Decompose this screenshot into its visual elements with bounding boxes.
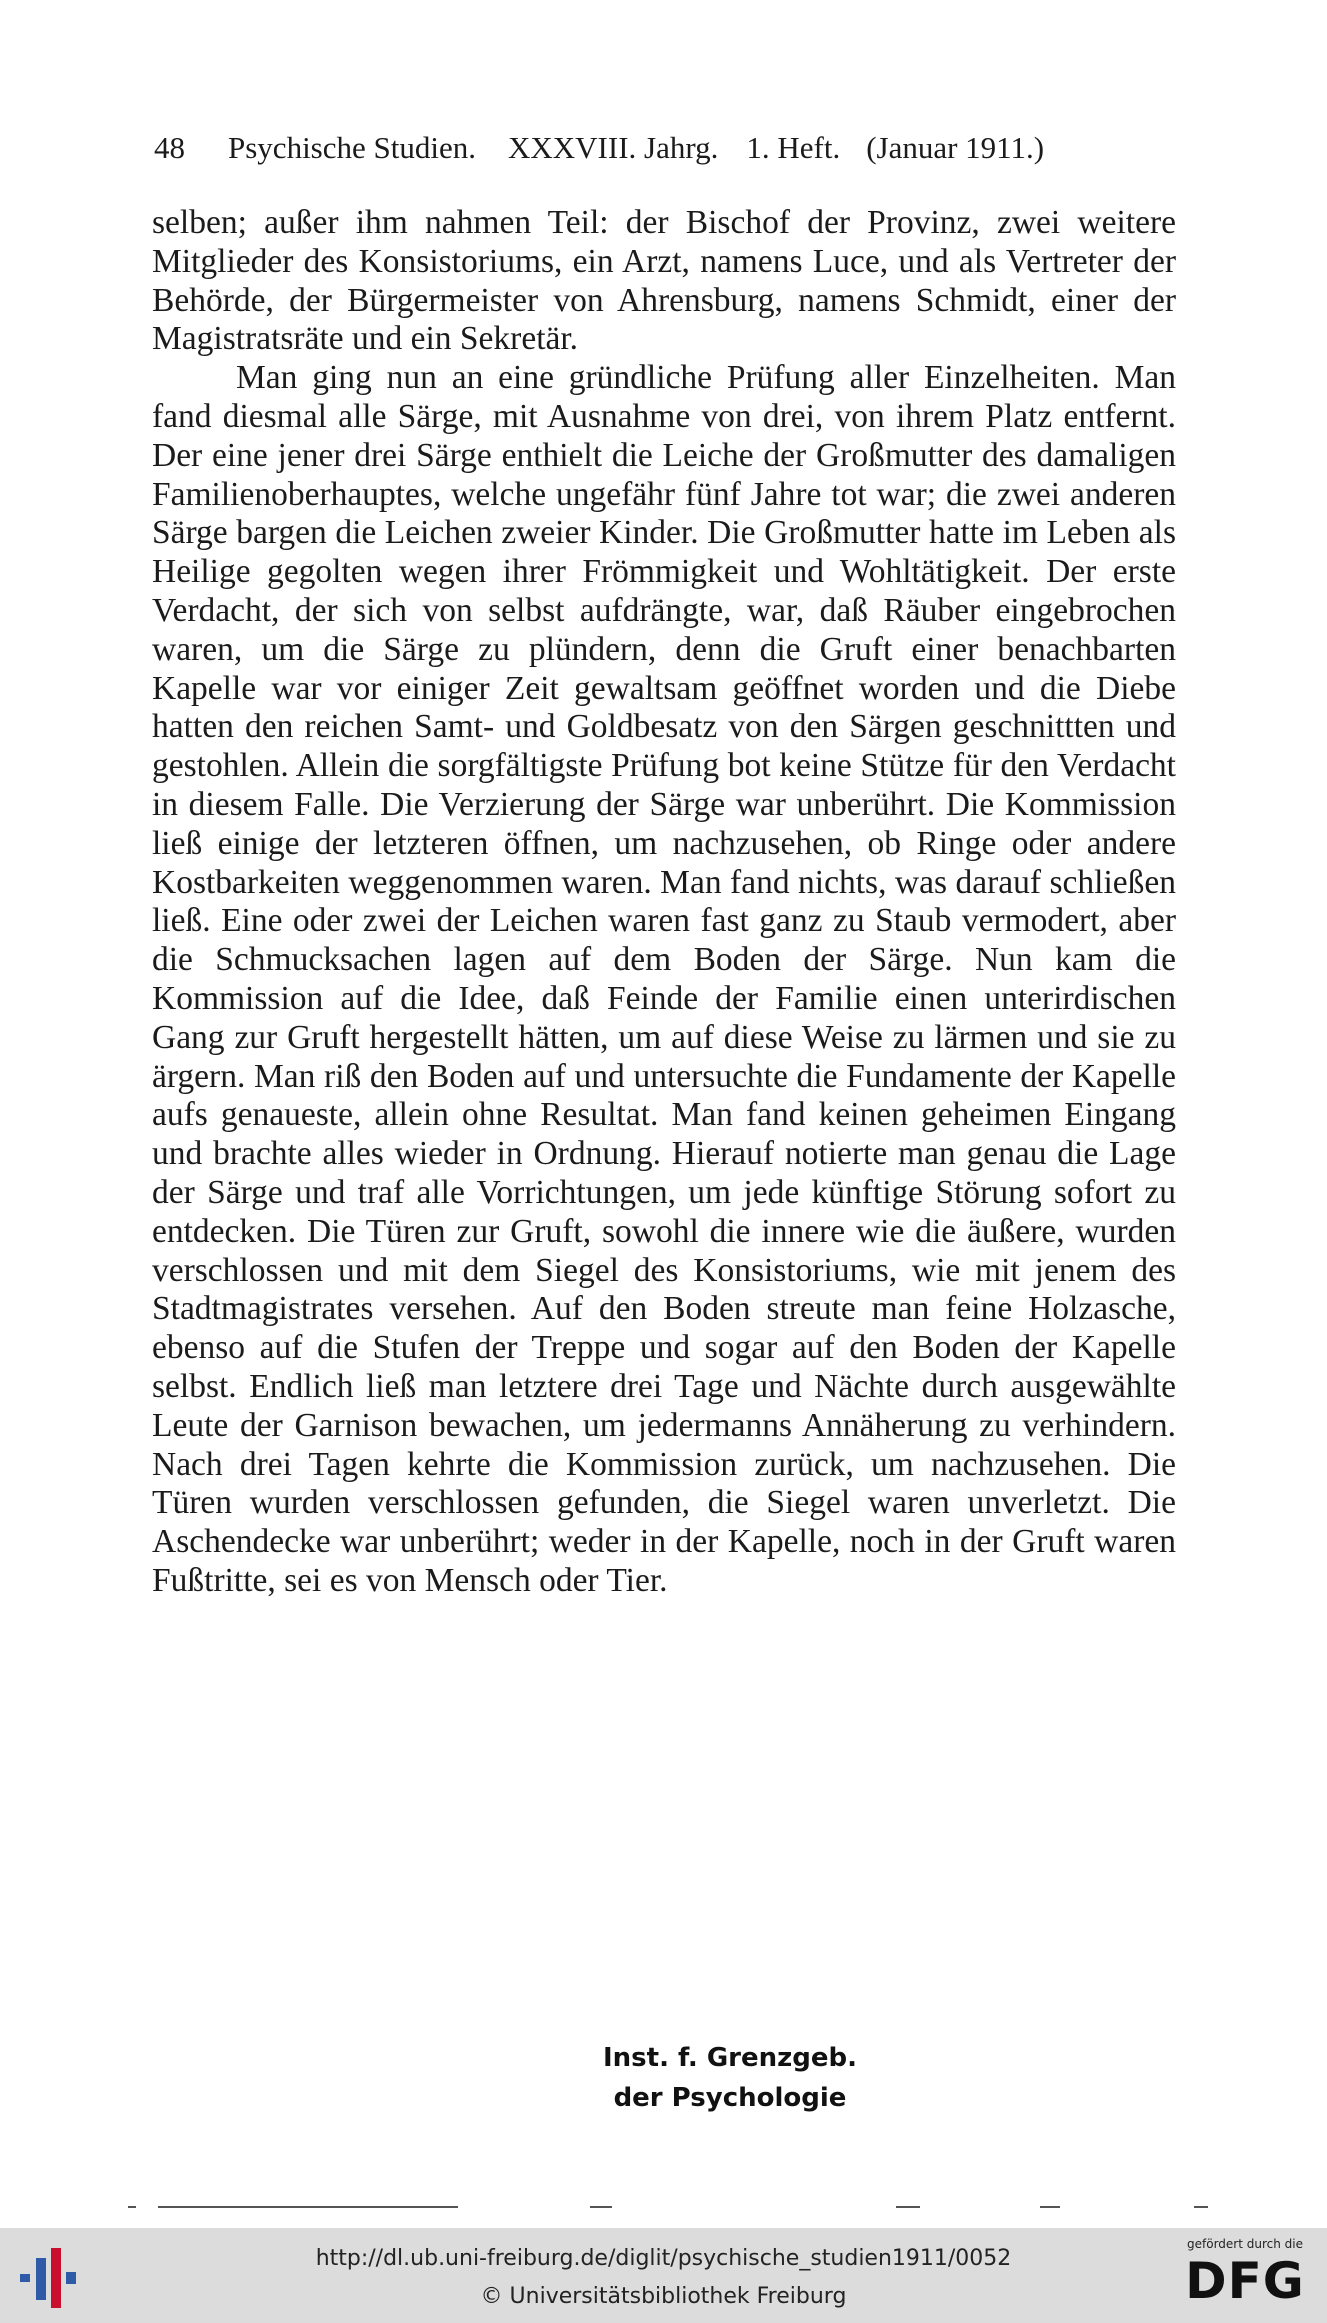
dfg-logo-icon: DFG: [1185, 2252, 1305, 2310]
volume: XXXVIII. Jahrg.: [508, 130, 719, 165]
dfg-logo: [1175, 2236, 1315, 2318]
sponsor-caption: gefördert durch die: [1187, 2237, 1303, 2251]
issue: 1. Heft.: [746, 130, 841, 165]
paragraph: Man ging nun an eine gründliche Prüfung aller Einzelheiten. Man fand diesmal alle Särge, mit Ausnahme von drei, von ihrem Platz entfernt. Der eine jener drei Särge enthielt die Leiche der Großmutter des damaligen Familienoberhauptes, welche ungefähr fünf Jahre tot war; die zwei anderen Särge bargen die Leichen zweier Kinder. Die Großmutter hatte im Leben als Heilige gegolten wegen ihrer Frömmigkeit und Wohltätigkeit. Der erste Verdacht, der sich von selbst aufdrängte, war, daß Räuber eingebrochen waren, um die Särge zu plündern, denn die Gruft einer benachbarten Kapelle war vor einiger Zeit gewaltsam geöffnet worden und die Diebe hatten den reichen Samt- und Goldbesatz von den Särgen geschnittten und gestohlen. Allein die sorgfältigste Prüfung bot keine Stütze für den Verdacht in diesem Falle. Die Verzierung der Särge war unberührt. Die Kommission ließ einige der letzteren öffnen, um nachzusehen, ob Ringe oder andere Kostbarkeiten weggenommen waren. Man fand nichts, was darauf schließen ließ. Eine oder zwei der Leichen waren fast ganz zu Staub vermodert, aber die Schmucksachen lagen auf dem Boden der Särge. Nun kam die Kommission auf die Idee, daß Feinde der Familie einen unterirdischen Gang zur Gruft hergestellt hätten, um auf diese Weise zu lärmen und sie zu ärgern. Man riß den Boden auf und untersuchte die Fundamente der Kapelle aufs genaueste, allein ohne Resultat. Man fand keinen geheimen Eingang und brachte alles wieder in Ordnung. Hierauf notierte man genau die Lage der Särge und traf alle Vorrichtungen, um jede künftige Störung sofort zu entdecken. Die Türen zur Gruft, sowohl die innere wie die äußere, wurden verschlossen und mit dem Siegel des Konsistoriums, wie mit jenem des Stadtmagistrates versehen. Auf den Boden streute man feine Holzasche, ebenso auf die Stufen der Treppe und sogar auf den Boden der Kapelle selbst. Endlich ließ man letztere drei Tage und Nächte durch ausgewählte Leute der Garnison bewachen, um jedermanns Annäherung zu verhindern. Nach drei Tagen kehrte die Kommission zurück, um nachzusehen. Die Türen wurden verschlossen gefunden, die Siegel waren unverletzt. Die Aschendecke war unberührt; weder in der Kapelle, noch in der Gruft waren Fußtritte, sei es von Mensch oder Tier.: [152, 359, 1176, 1599]
viewer-footer: [0, 2228, 1327, 2323]
bottom-rule-marks: [128, 2205, 1208, 2209]
copyright-notice: © Universitätsbibliothek Freiburg: [480, 2284, 847, 2309]
stamp-line: Inst. f. Grenzgeb.: [602, 2043, 857, 2073]
issue-date: (Januar 1911.): [866, 130, 1045, 165]
page-number: 48: [154, 130, 185, 165]
permalink[interactable]: http://dl.ub.uni-freiburg.de/diglit/psychische_studien1911/0052: [315, 2246, 1012, 2271]
running-header: [154, 130, 1194, 166]
paragraph: selben; außer ihm nahmen Teil: der Bischof der Provinz, zwei weitere Mitglieder des Konsistoriums, ein Arzt, namens Luce, und als Vertreter der Behörde, der Bürgermeister von Ahrensburg, namens Schmidt, einer der Magistratsräte und ein Sekretär.: [152, 204, 1176, 358]
stamp-line: der Psychologie: [613, 2083, 847, 2113]
journal-title: Psychische Studien.: [228, 130, 476, 165]
body-text: [152, 204, 1176, 1601]
library-stamp: [590, 2038, 870, 2118]
